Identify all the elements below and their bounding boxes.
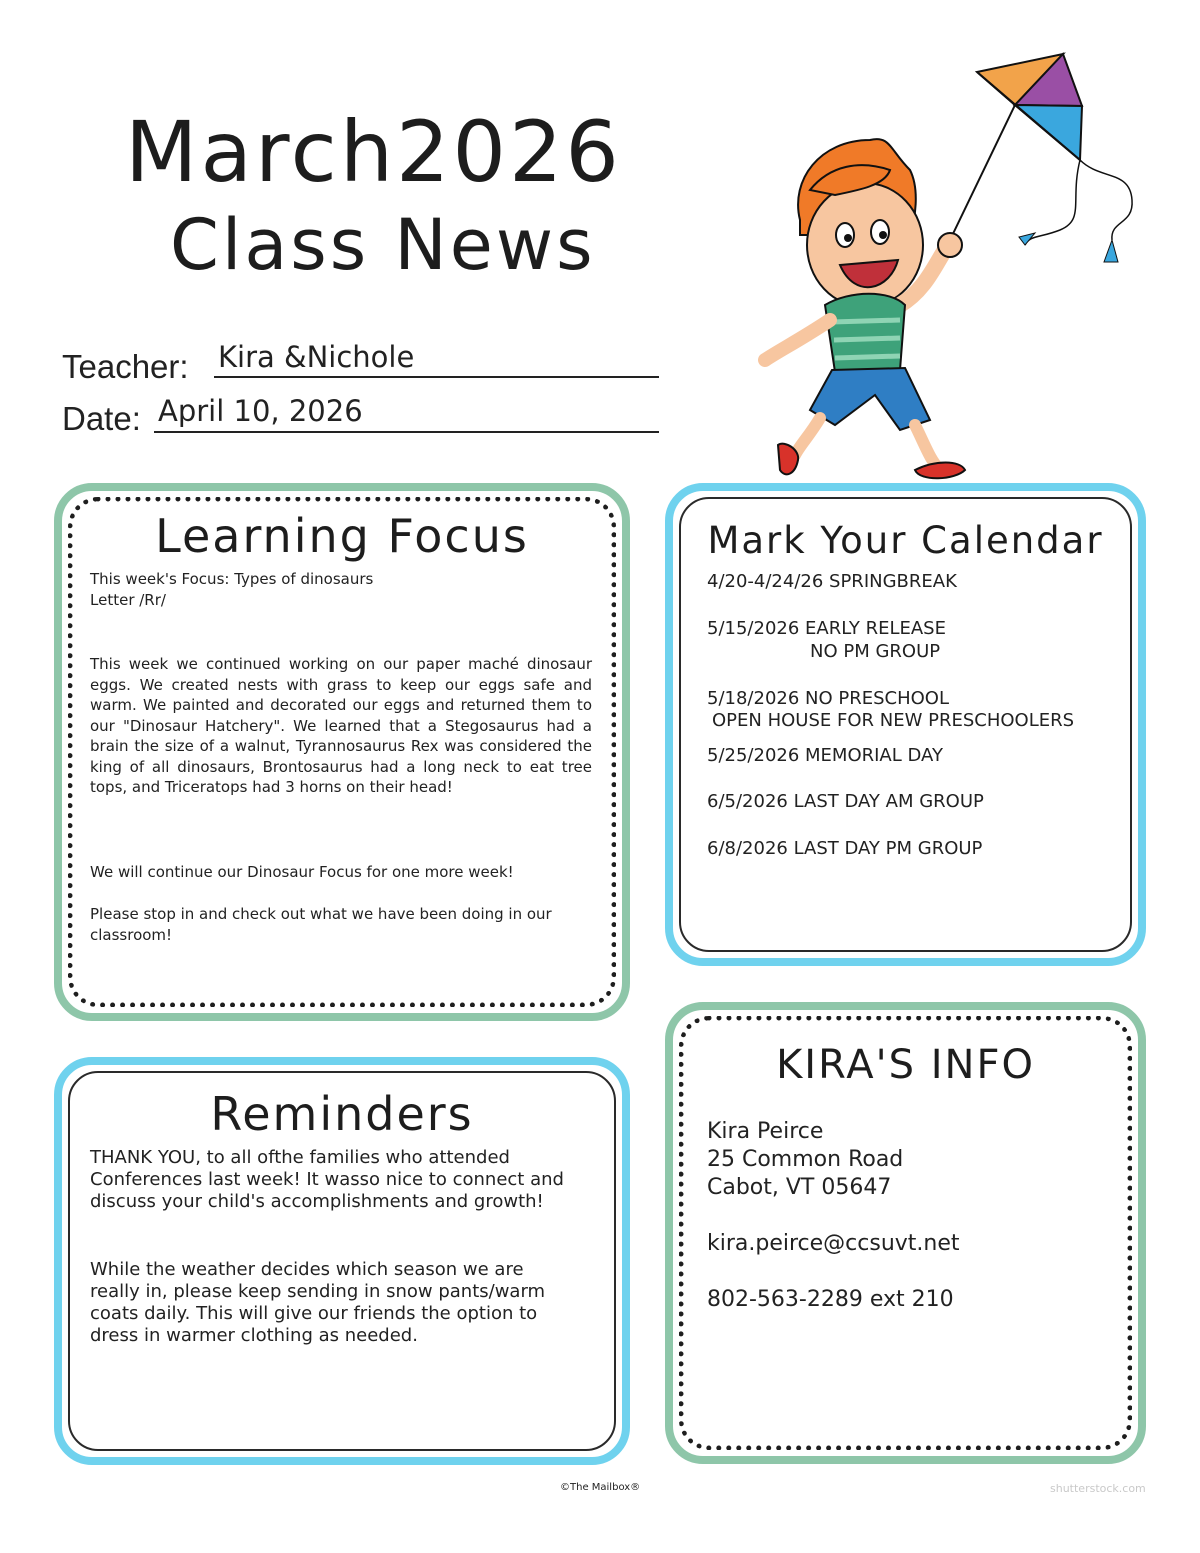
calendar-item: 6/8/2026 LAST DAY PM GROUP <box>707 838 983 859</box>
info-title: KIRA'S INFO <box>776 1042 1035 1088</box>
calendar-item: 6/5/2026 LAST DAY AM GROUP <box>707 791 984 812</box>
calendar-item: OPEN HOUSE FOR NEW PRESCHOOLERS <box>712 710 1075 731</box>
date-underline <box>154 431 659 433</box>
newsletter-title-month: March2026 <box>125 103 622 201</box>
newsletter-title: Class News <box>170 204 596 286</box>
teacher-underline <box>214 376 659 378</box>
calendar-box <box>665 483 1146 966</box>
reminders-paragraph-2: While the weather decides which season we are really in, please keep sending in snow pants/warm coats daily. This will give our friends the option to dress in warmer clothing as needed. <box>90 1259 546 1346</box>
watermark-shutterstock: shutterstock.com <box>1050 1482 1146 1495</box>
date-label: Date: <box>62 400 141 437</box>
copyright-mailbox: ©The Mailbox® <box>560 1482 641 1493</box>
reminders-box <box>54 1057 630 1465</box>
kite-boy-illustration <box>740 50 1150 480</box>
calendar-item: 5/18/2026 NO PRESCHOOL <box>707 688 949 709</box>
boy-figure <box>765 139 965 478</box>
teacher-label: Teacher: <box>62 348 189 385</box>
info-email-link[interactable]: kira.peirce@ccsuvt.net <box>707 1231 960 1256</box>
calendar-title: Mark Your Calendar <box>707 519 1104 562</box>
letter-line: Letter /Rr/ <box>90 591 166 609</box>
info-street: 25 Common Road <box>707 1147 904 1172</box>
info-city: Cabot, VT 05647 <box>707 1175 892 1200</box>
date-value: April 10, 2026 <box>158 394 363 428</box>
calendar-item: 5/25/2026 MEMORIAL DAY <box>707 745 943 766</box>
calendar-item: NO PM GROUP <box>810 641 941 662</box>
info-name: Kira Peirce <box>707 1119 824 1144</box>
kite-icon <box>977 54 1132 262</box>
learning-focus-paragraph: This week we continued working on our paper maché dinosaur eggs. We created nests with grass to keep our eggs safe and warm. We painted and decorated our eggs and returned them to our "Dinosaur Hatchery". We learned that a Stegosaurus had a brain the size of a walnut, Tyrannosaurus Rex was considered the king of all dinosaurs, Brontosaurus had a long neck to eat tree tops, and Triceratops had 3 horns on their head! <box>90 655 592 796</box>
focus-line: This week's Focus: Types of dinosaurs <box>90 570 374 588</box>
learning-focus-title: Learning Focus <box>155 509 529 563</box>
calendar-item: 4/20-4/24/26 SPRINGBREAK <box>707 571 957 592</box>
info-phone: 802-563-2289 ext 210 <box>707 1287 954 1312</box>
reminders-title: Reminders <box>210 1087 474 1141</box>
teacher-value: Kira &Nichole <box>218 340 415 374</box>
calendar-item: 5/15/2026 EARLY RELEASE <box>707 618 946 639</box>
visit-line: Please stop in and check out what we have been doing in our classroom! <box>90 905 552 944</box>
info-box <box>665 1002 1146 1464</box>
learning-focus-box <box>54 483 630 1021</box>
reminders-paragraph-1: THANK YOU, to all ofthe families who attended Conferences last week! It wasso nice to connect and discuss your child's accomplishments and growth! <box>90 1147 564 1212</box>
continue-line: We will continue our Dinosaur Focus for one more week! <box>90 863 514 881</box>
